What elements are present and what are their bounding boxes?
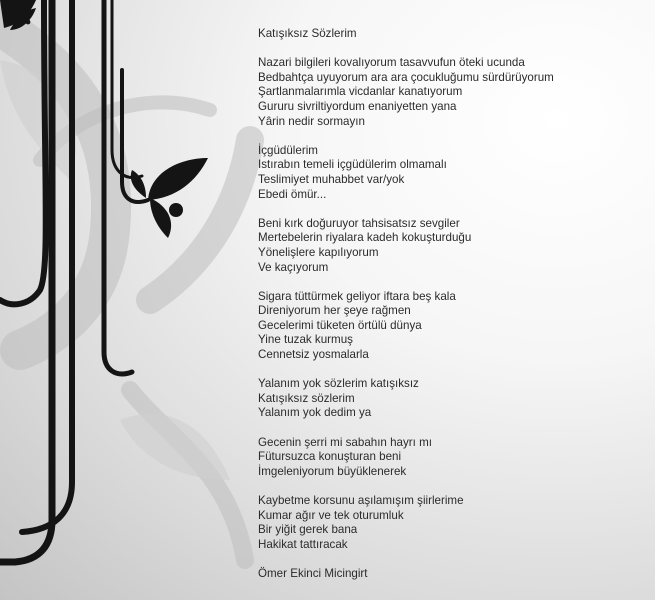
poem-line: Gecenin şerri mi sabahın hayrı mı — [258, 435, 432, 449]
poem-author: Ömer Ekinci Micingirt — [258, 566, 368, 580]
stanza-5 — [258, 377, 638, 421]
poem-line: Gururu sivriltiyordum enaniyetten yana — [258, 99, 457, 113]
poem-line: Kumar ağır ve tek oturumluk — [258, 508, 404, 522]
stanza-4 — [258, 290, 638, 363]
stanza-6 — [258, 436, 638, 480]
poem-line: Şartlanmalarımla vicdanlar kanatıyorum — [258, 85, 463, 99]
poem-line: Gecelerimi tüketen örtülü dünya — [258, 318, 422, 332]
poem-line: Beni kırk doğuruyor tahsisatsız sevgiler — [258, 216, 460, 230]
poem-line: Cennetsiz yosmalarla — [258, 348, 369, 362]
stanza-2 — [258, 144, 638, 202]
poem-line: Nazari bilgileri kovalıyorum tasavvufun öteki ucunda — [258, 56, 525, 70]
poem-line: Yârin nedir sormayın — [258, 114, 365, 128]
poem-line: İmgeleniyorum büyüklenerek — [258, 464, 407, 478]
poem-line: Teslimiyet muhabbet var/yok — [258, 172, 405, 186]
poem-line: Katışıksız sözlerim — [258, 391, 355, 405]
stanza-7 — [258, 494, 638, 552]
poem-line: Istırabın temeli içgüdülerim olmamalı — [258, 158, 447, 172]
stanza-1 — [258, 56, 638, 129]
poem-line: Bir yiğit gerek bana — [258, 523, 358, 537]
poem-line: Kaybetme korsunu aşılamışım şiirlerime — [258, 494, 464, 507]
poem-line: Mertebelerin riyalara kadeh kokuşturduğu — [258, 231, 472, 245]
poem-title: Katışıksız Sözlerim — [258, 27, 357, 40]
poem-line: Yönelişlere kapılıyorum — [258, 245, 379, 259]
ornament-flower — [131, 158, 208, 238]
poem-line: Ebedi ömür... — [258, 187, 327, 201]
stanza-3 — [258, 217, 638, 275]
poem-line: Yalanım yok sözlerim katışıksız — [258, 377, 419, 391]
poem-line: Direniyorum her şeye rağmen — [258, 304, 411, 318]
poem — [258, 27, 638, 582]
poem-line: Ve kaçıyorum — [258, 260, 329, 274]
poem-line: Fütursuzca konuşturan beni — [258, 450, 402, 464]
poem-line: İçgüdülerim — [258, 143, 318, 157]
poem-line: Bedbahtça uyuyorum ara ara çocukluğumu sürdürüyorum — [258, 70, 554, 84]
poem-line: Hakikat tattıracak — [258, 537, 348, 551]
poem-line: Yine tuzak kurmuş — [258, 333, 353, 347]
poem-line: Yalanım yok dedim ya — [258, 406, 372, 420]
poem-line: Sigara tüttürmek geliyor iftara beş kala — [258, 289, 456, 303]
